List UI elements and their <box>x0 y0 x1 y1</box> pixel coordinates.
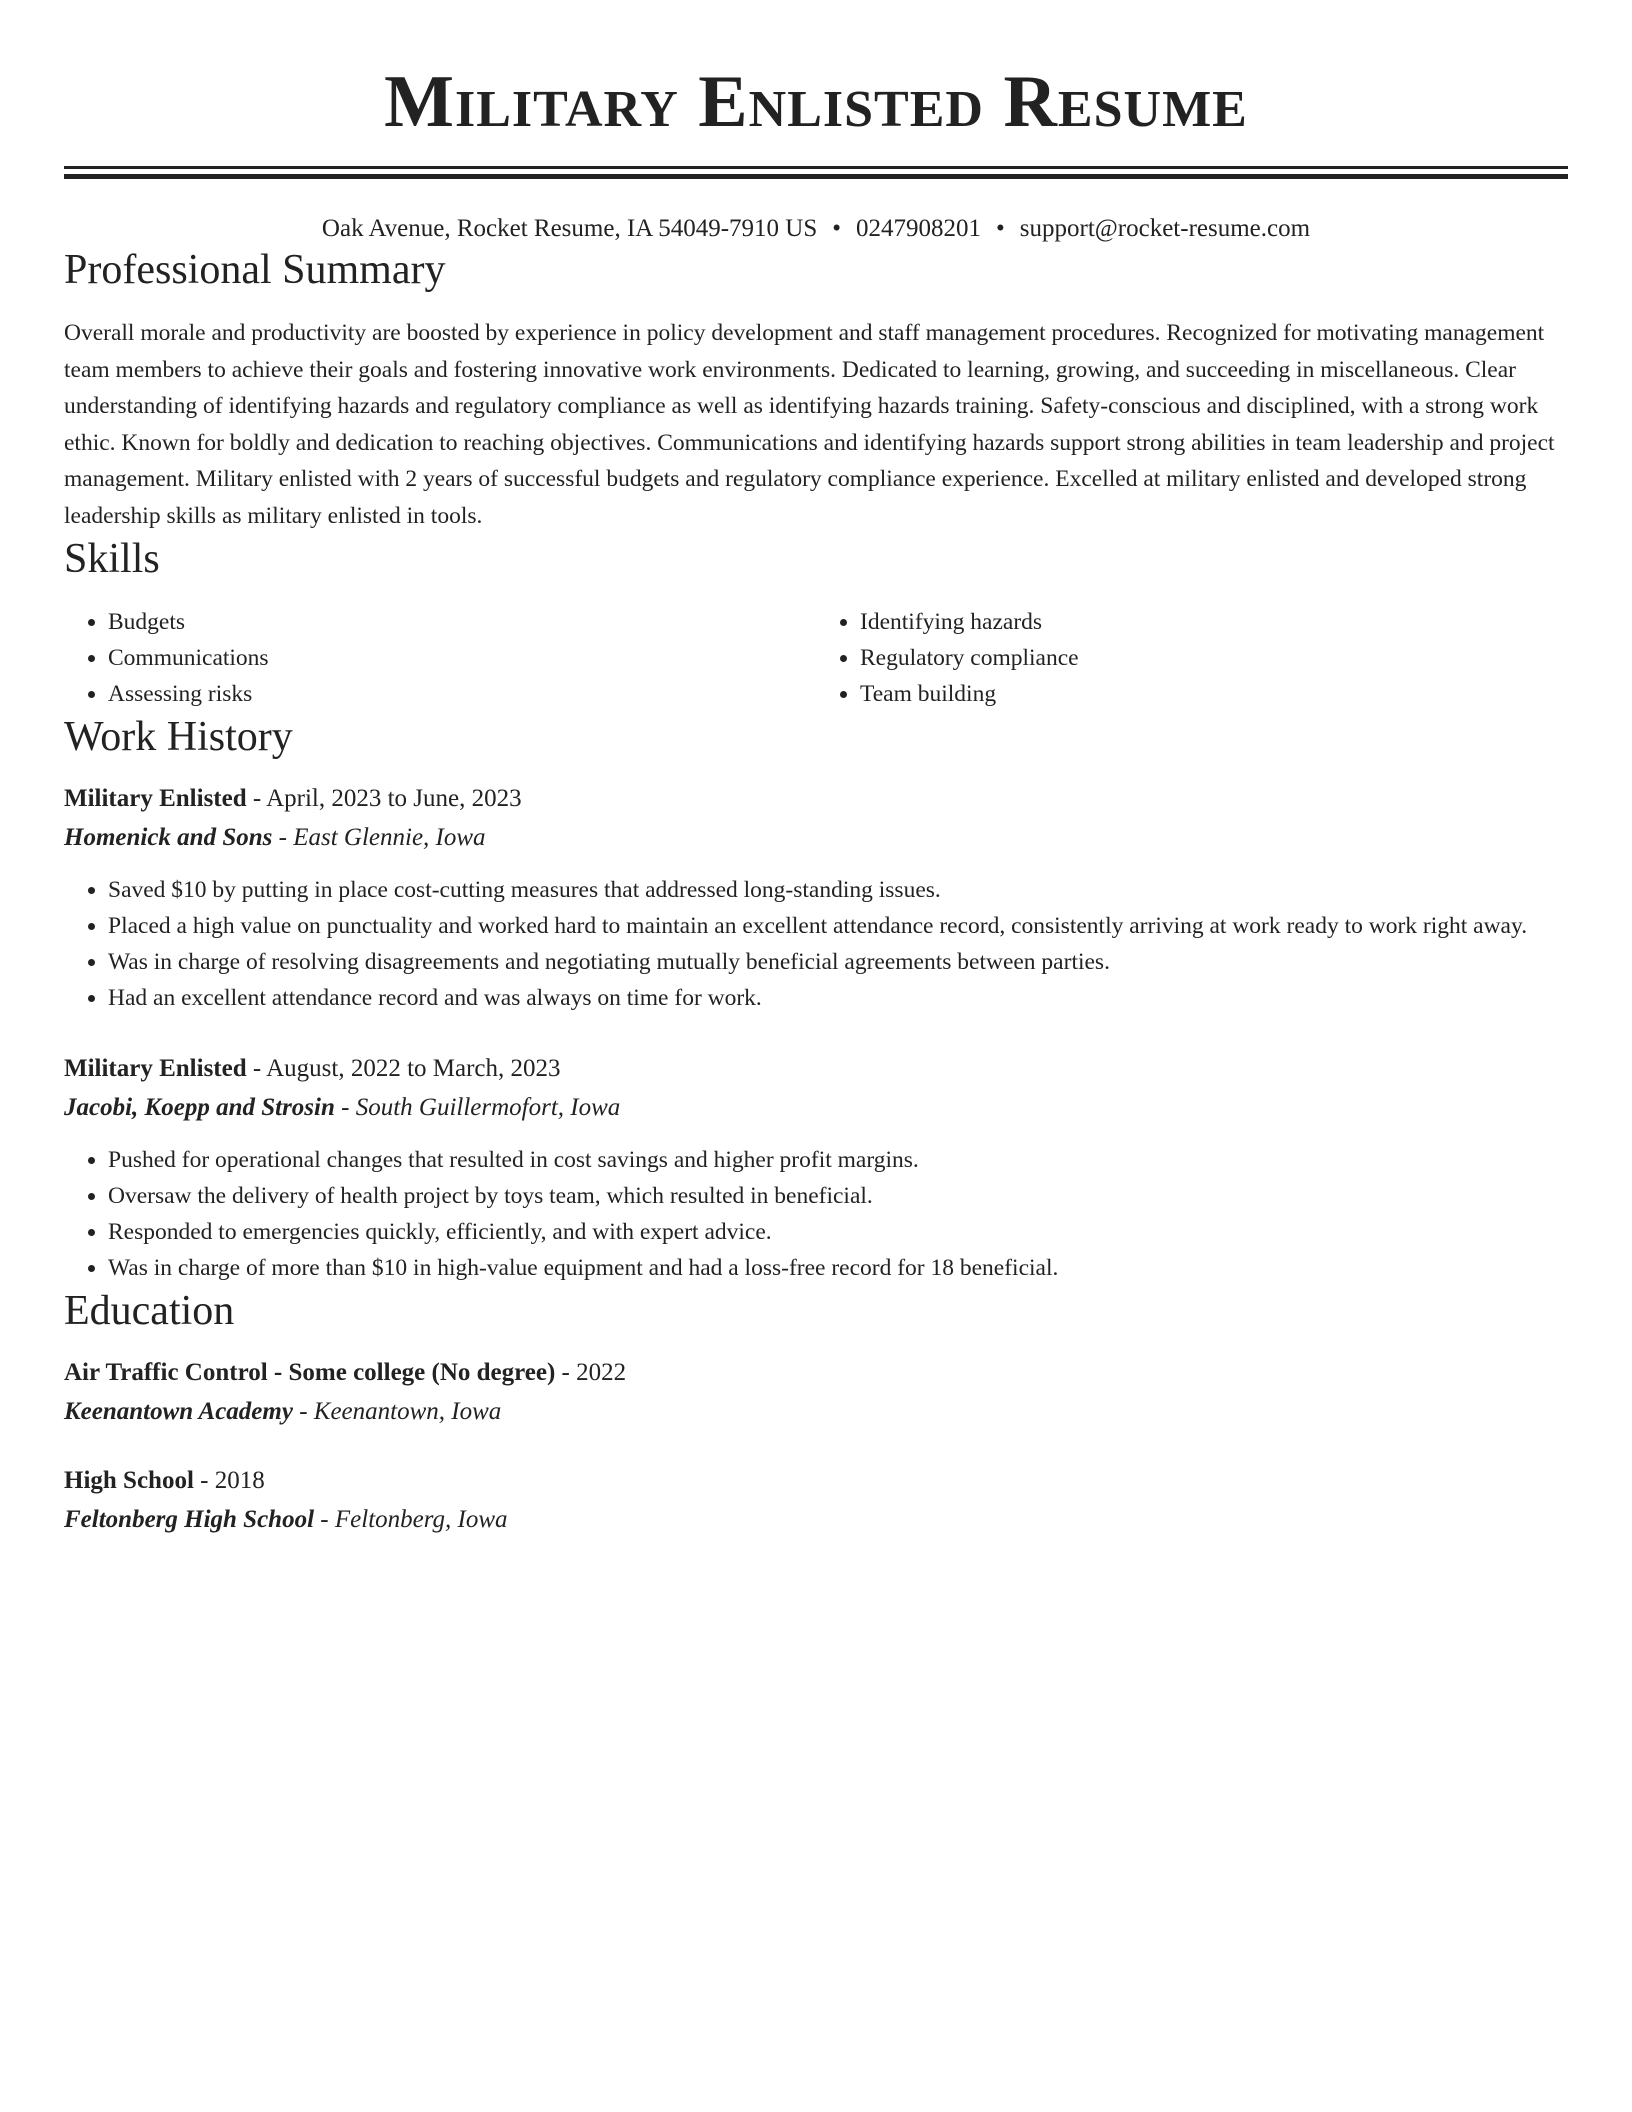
job-title: Military Enlisted <box>64 1055 247 1082</box>
job-entry <box>64 780 1568 1016</box>
employer-line: Homenick and Sons - East Glennie, Iowa <box>64 824 486 851</box>
title-divider-thin <box>64 166 1568 169</box>
contact-phone: 0247908201 <box>856 215 981 242</box>
title-divider-thick <box>64 174 1568 179</box>
job-bullet: • Oversaw the delivery of health project by toys team, which resulted in beneficial. <box>108 1178 1568 1214</box>
education-entry <box>64 1462 1568 1540</box>
job-title: Military Enlisted <box>64 785 247 812</box>
summary-text: Overall morale and productivity are boosted by experience in policy development and staff management procedures. Recognized for motivating management team members to achieve their goals and fostering innovative work environments. Dedicated to learning, growing, and succeeding in miscellaneous. Clear understanding of identifying hazards and regulatory compliance as well as identifying hazards training. Safety-conscious and disciplined, with a strong work ethic. Known for boldly and dedication to reaching objectives. Communications and identifying hazards support strong abilities in team leadership and project management. Military enlisted with 2 years of successful budgets and regulatory compliance experience. Excelled at military enlisted and developed strong leadership skills as military enlisted in tools. <box>64 320 1555 529</box>
degree-year: 2018 <box>214 1467 265 1494</box>
contact-separator: • <box>832 215 841 242</box>
skill-item: • Assessing risks <box>108 676 816 712</box>
employer-location: South Guillermofort, Iowa <box>355 1094 621 1121</box>
school-line: Keenantown Academy - Keenantown, Iowa <box>64 1398 502 1425</box>
degree-year: 2022 <box>576 1359 627 1386</box>
job-entry <box>64 1050 1568 1286</box>
job-dates: April, 2023 to June, 2023 <box>266 785 522 812</box>
school-location: Feltonberg, Iowa <box>334 1506 508 1533</box>
skills-heading: Skills <box>64 536 160 582</box>
job-dates: August, 2022 to March, 2023 <box>266 1055 561 1082</box>
education-entry <box>64 1354 1568 1432</box>
degree-line: High School - 2018 <box>64 1467 265 1494</box>
employer-name: Homenick and Sons <box>64 824 273 851</box>
employer-location: East Glennie, Iowa <box>293 824 486 851</box>
job-bullet: • Pushed for operational changes that resulted in cost savings and higher profit margins. <box>108 1142 1568 1178</box>
skill-item: • Budgets <box>108 604 816 640</box>
skill-item: • Team building <box>860 676 1568 712</box>
contact-separator: • <box>996 215 1005 242</box>
work-history-heading: Work History <box>64 714 293 760</box>
skills-column-right <box>816 604 1568 712</box>
skill-item: • Identifying hazards <box>860 604 1568 640</box>
skill-item: • Regulatory compliance <box>860 640 1568 676</box>
degree-name: High School <box>64 1467 194 1494</box>
page-title: Military Enlisted Resume <box>384 61 1248 143</box>
job-bullets <box>64 1142 1568 1286</box>
skill-item: • Communications <box>108 640 816 676</box>
job-bullet: • Saved $10 by putting in place cost-cutting measures that addressed long-standing issues. <box>108 872 1568 908</box>
contact-line <box>64 213 1568 245</box>
school-name: Feltonberg High School <box>64 1506 315 1533</box>
summary-heading: Professional Summary <box>64 247 446 293</box>
job-bullet: • Responded to emergencies quickly, efficiently, and with expert advice. <box>108 1214 1568 1250</box>
school-line: Feltonberg High School - Feltonberg, Iowa <box>64 1506 508 1533</box>
skills-list <box>64 604 1568 712</box>
contact-email: support@rocket-resume.com <box>1019 215 1311 242</box>
school-location: Keenantown, Iowa <box>313 1398 502 1425</box>
degree-name: Air Traffic Control - Some college (No degree) <box>64 1359 556 1386</box>
job-bullet: • Had an excellent attendance record and was always on time for work. <box>108 980 1568 1016</box>
job-bullet: • Was in charge of more than $10 in high-value equipment and had a loss-free record for 18 beneficial. <box>108 1250 1568 1286</box>
job-bullets <box>64 872 1568 1016</box>
job-title-line: Military Enlisted - April, 2023 to June, 2023 <box>64 785 522 812</box>
skills-column-left <box>64 604 816 712</box>
job-bullet: • Placed a high value on punctuality and worked hard to maintain an excellent attendance record, consistently arriving at work ready to work right away. <box>108 908 1568 944</box>
degree-line: Air Traffic Control - Some college (No degree) - 2022 <box>64 1359 627 1386</box>
employer-line: Jacobi, Koepp and Strosin - South Guillermofort, Iowa <box>64 1094 621 1121</box>
contact-address: Oak Avenue, Rocket Resume, IA 54049-7910 US <box>321 215 818 242</box>
employer-name: Jacobi, Koepp and Strosin <box>64 1094 335 1121</box>
job-title-line: Military Enlisted - August, 2022 to March, 2023 <box>64 1055 561 1082</box>
school-name: Keenantown Academy <box>64 1398 293 1425</box>
resume-page <box>64 0 1568 1540</box>
job-bullet: • Was in charge of resolving disagreements and negotiating mutually beneficial agreements between parties. <box>108 944 1568 980</box>
education-heading: Education <box>64 1288 235 1334</box>
